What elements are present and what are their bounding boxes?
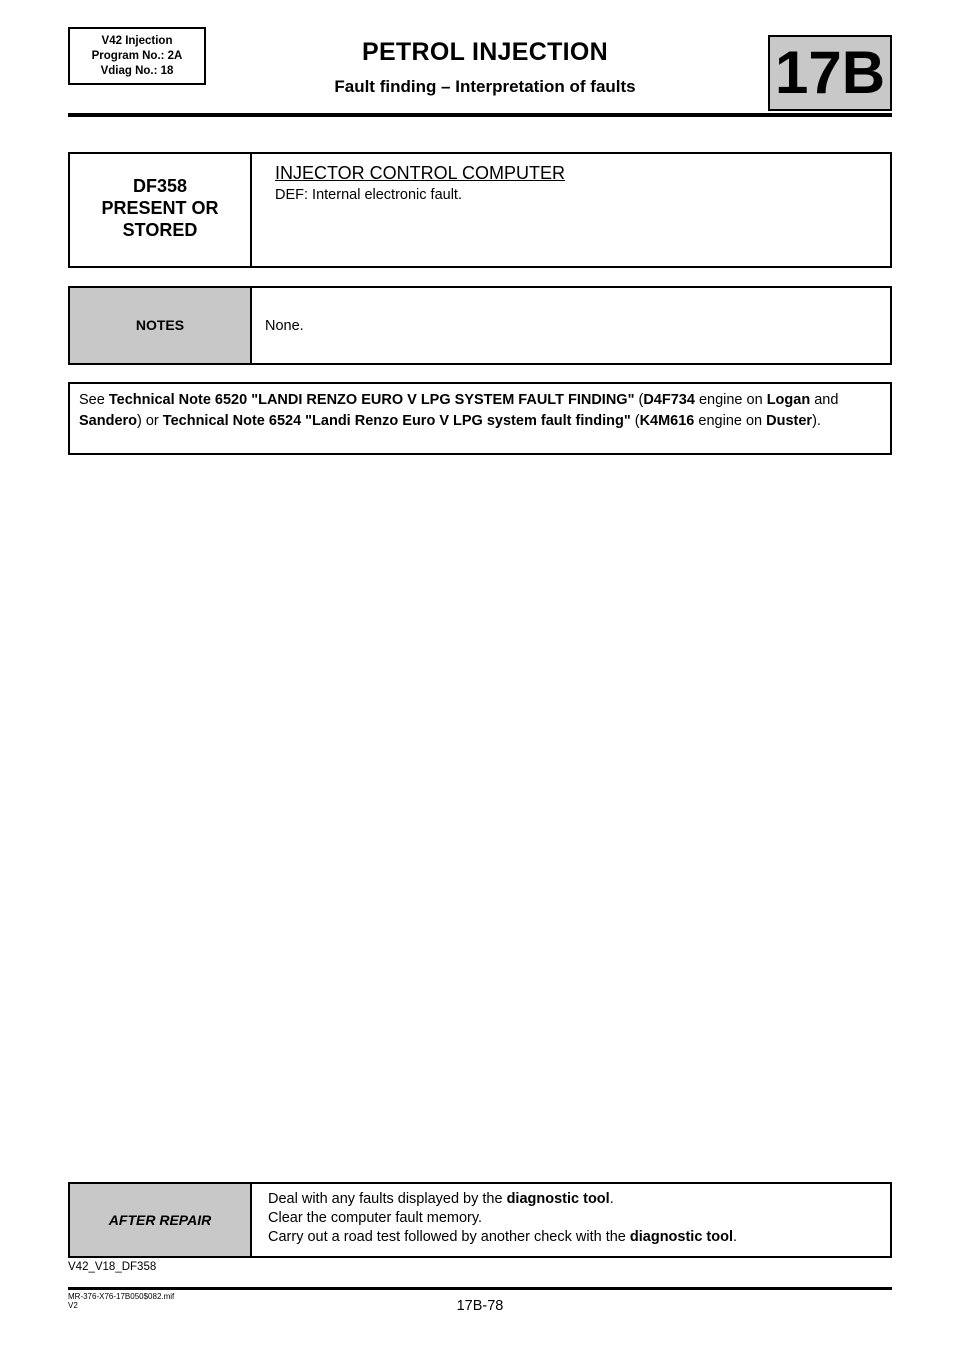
notes-text: None. [265,318,304,334]
notes-label: NOTES [70,288,252,363]
page-subtitle: Fault finding – Interpretation of faults [334,77,636,96]
page-number: 17B-78 [456,1298,504,1314]
instruction-line: Deal with any faults displayed by the diagnostic tool. [268,1191,614,1207]
note-text: ). [812,412,821,429]
note-text: engine on [694,392,767,408]
after-repair-instructions [268,1190,737,1247]
vehicle-info-line: V42 Injection [101,35,173,47]
fault-code: DF358 [132,176,188,196]
diagnostic-tool-term: diagnostic tool [629,1229,733,1245]
fault-box [68,152,892,268]
technical-note-reference [68,382,892,455]
vehicle-info-line: Vdiag No.: 18 [100,65,174,77]
section-code-badge: 17B [768,35,892,111]
mif-filename: MR-376-X76-17B050$082.mif [68,1292,175,1301]
vehicle-info-line: Program No.: 2A [91,50,183,62]
note-text: engine on [694,412,767,429]
fault-code-cell [70,154,252,266]
instruction-line: Clear the computer fault memory. [268,1210,483,1226]
vehicle-name: Duster [766,412,813,429]
vehicle-name: Sandero [79,412,138,429]
vehicle-info-box [68,27,206,85]
engine-code: D4F734 [643,392,695,408]
note-text: ) or [137,412,163,429]
fault-status-line: STORED [122,220,198,240]
note-text: ( [634,392,644,408]
source-file-info [68,1292,174,1310]
fault-definition: DEF: Internal electronic fault. [275,187,462,203]
footer-divider [68,1287,892,1290]
engine-code: K4M616 [639,412,695,429]
after-repair-box [68,1182,892,1258]
fault-reference-code: V42_V18_DF358 [68,1261,157,1273]
note-text: and [810,392,839,408]
technical-note-6524: Technical Note 6524 "Landi Renzo Euro V LPG system fault finding" [162,412,631,429]
note-text: ( [630,412,640,429]
vehicle-name: Logan [766,392,811,408]
header-divider [68,113,892,117]
notes-box [68,286,892,365]
fault-status-line: PRESENT OR [101,198,219,218]
version-label: V2 [68,1301,78,1310]
diagnostic-tool-term: diagnostic tool [506,1191,610,1207]
instruction-line: Carry out a road test followed by another check with the diagnostic tool. [268,1229,738,1245]
fault-heading: INJECTOR CONTROL COMPUTER [275,163,566,183]
after-repair-label: AFTER REPAIR [70,1184,252,1256]
technical-note-6520: Technical Note 6520 "LANDI RENZO EURO V LPG SYSTEM FAULT FINDING" [108,392,635,408]
note-text: See [79,392,109,408]
page-title: PETROL INJECTION [361,38,609,66]
